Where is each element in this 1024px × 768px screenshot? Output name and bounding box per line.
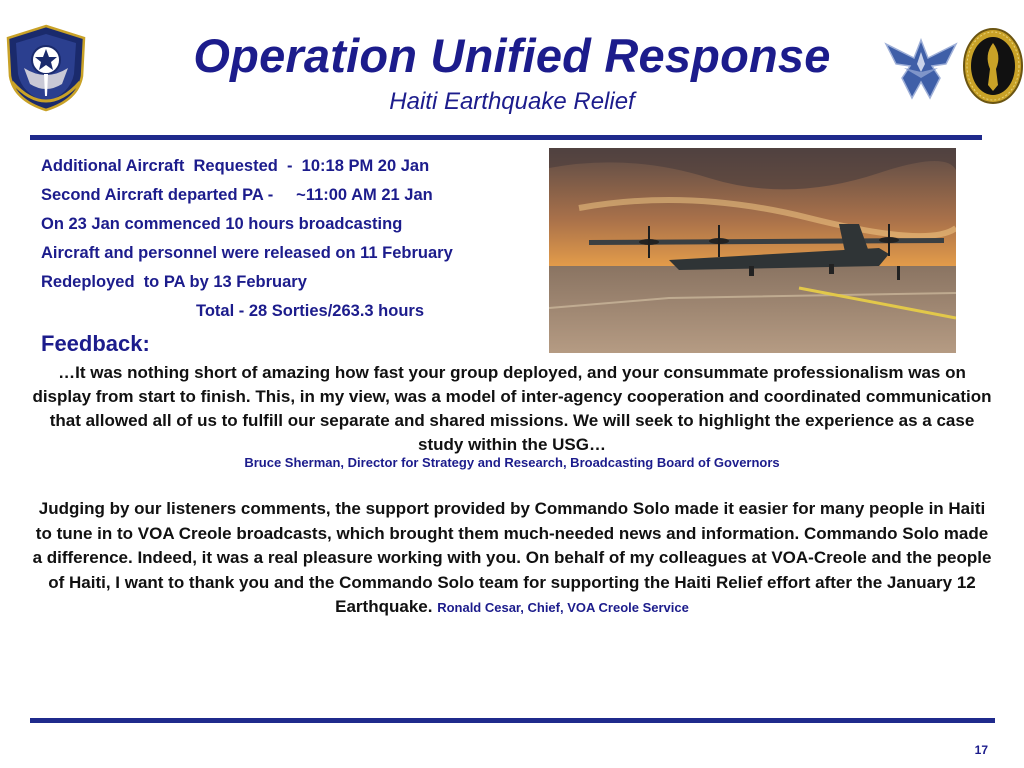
feedback-heading: Feedback: — [41, 331, 150, 356]
feedback-quote-1: …It was nothing short of amazing how fast your group deployed, and your consummate professionalism was on display from start to finish. This, in my view, was a model of inter-agency cooperation and coordinated communication that allowed all of us to fulfill our separate and shared missions. We will seek to highlight the experience as a case study within the USG… — [32, 363, 992, 454]
timeline-item: Additional Aircraft Requested - 10:18 PM 20 Jan — [41, 157, 430, 175]
timeline-item: Second Aircraft departed PA - ~11:00 AM 21 Jan — [41, 186, 433, 204]
slide-title: Operation Unified Response — [193, 29, 831, 82]
feedback-attribution-1: Bruce Sherman, Director for Strategy and Research, Broadcasting Board of Governors — [244, 455, 780, 470]
timeline-item: Aircraft and personnel were released on 11 February — [41, 244, 453, 262]
feedback-quote-2-text: Judging by our listeners comments, the support provided by Commando Solo made it easier for many people in Haiti to tune in to VOA Creole broadcasts, which brought them much-needed news and information. Commando Solo made a difference. Indeed, it was a real pleasure working with you. On behalf of my colleagues at VOA-Creole and the people of Haiti, I want to thank you and the Commando Solo team for supporting the Haiti Relief effort after the January 12 Earthquake. — [32, 499, 992, 616]
feedback-attribution-2: Ronald Cesar, Chief, VOA Creole Service — [437, 600, 689, 615]
feedback-quote-2 — [30, 497, 994, 621]
page-number: 17 — [974, 743, 988, 757]
header-divider — [30, 135, 982, 140]
sorties-total: Total - 28 Sorties/263.3 hours — [196, 302, 425, 320]
timeline-item: On 23 Jan commenced 10 hours broadcasting — [41, 215, 403, 233]
timeline-list — [41, 152, 453, 326]
footer-divider — [30, 718, 995, 723]
c130-aircraft-sunset-photo — [549, 148, 956, 353]
slide-subtitle: Haiti Earthquake Relief — [389, 88, 635, 115]
timeline-item: Redeployed to PA by 13 February — [41, 273, 307, 291]
